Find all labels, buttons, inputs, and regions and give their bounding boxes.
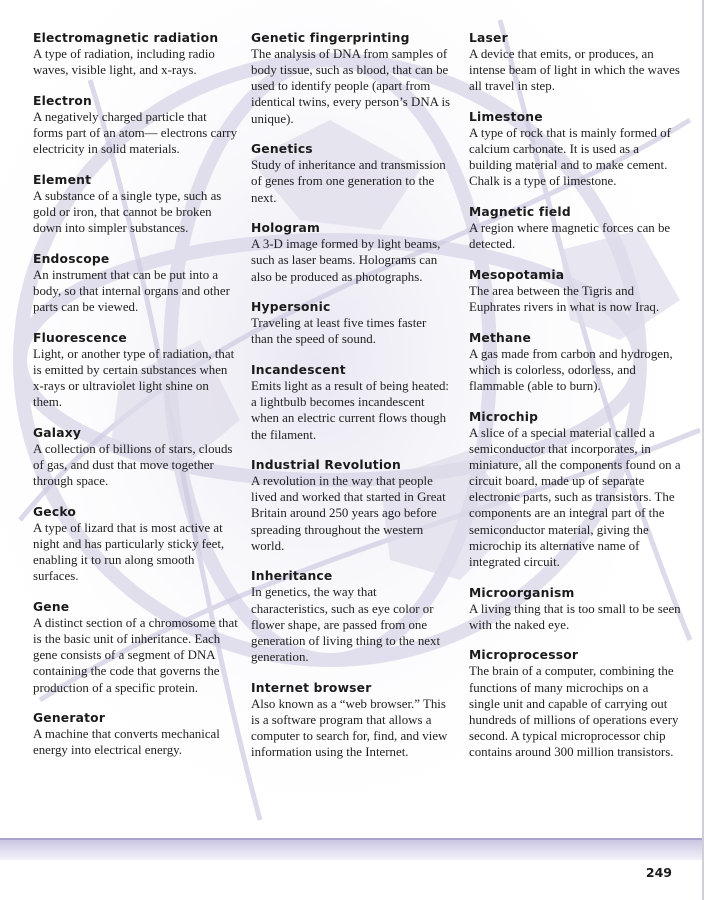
entry-definition: A device that emits, or produces, an intense beam of light in which the waves all travel in step. [469,47,680,94]
entry-definition: A negatively charged particle that forms part of an atom— electrons carry electricity in solid materials. [33,109,238,157]
glossary-entry [33,599,238,696]
glossary-entry [469,204,681,252]
entry-definition: A substance of a single type, such as gold or iron, that cannot be broken down into simpler substances. [33,188,222,236]
entry-term: Hologram [251,221,320,236]
entry-definition: A collection of billions of stars, clouds of gas, and dust that move together through space. [33,441,233,489]
entry-term: Methane [469,330,532,345]
entry-definition: A type of radiation, including radio waves, visible light, and x-rays. [33,47,215,78]
entry-term: Microprocessor [469,648,579,663]
entry-definition: In genetics, the way that characteristics, such as eye color or flower shape, are passed from one generation of living thing to the next generation. [251,585,441,665]
glossary-column-2 [251,30,451,775]
glossary-entry [33,710,238,758]
glossary-entry [251,299,451,347]
entry-definition: Emits light as a result of being heated: a lightbulb becomes incandescent when an electric current flows though the filament. [251,379,449,442]
glossary-entry [33,172,238,236]
entry-definition: Traveling at least five times faster than the speed of sound. [251,316,427,347]
glossary-entry [251,30,451,127]
entry-term: Element [33,172,92,187]
entry-definition: A machine that converts mechanical energy into electrical energy. [33,727,220,758]
entry-definition: An instrument that can be put into a body, so that internal organs and other parts can be viewed. [33,267,230,315]
entry-definition: A region where magnetic forces can be detected. [469,221,671,252]
entry-term: Fluorescence [33,330,127,345]
glossary-entry [469,647,681,760]
entry-term: Electron [33,93,92,108]
entry-term: Generator [33,711,106,726]
footer-band [0,838,704,860]
entry-definition: A 3-D image formed by light beams, such as laser beams. Holograms can also be produced as photographs. [251,237,441,284]
glossary-entry [33,330,238,411]
entry-definition: The brain of a computer, combining the functions of many microchips on a single unit and capable of carrying out hundreds of millions of operations every second. A typical microprocessor chip contains around 300 million transistors. [469,664,679,760]
entry-definition: Also known as a “web browser.” This is a software program that allows a computer to search for, find, and view information using the Internet. [251,696,448,760]
glossary-entry [33,504,238,585]
glossary-entry [33,93,238,157]
entry-term: Gene [33,599,70,614]
entry-term: Incandescent [251,363,346,378]
glossary-entry [33,30,238,78]
glossary-entry [469,585,681,633]
entry-term: Microchip [469,409,539,424]
entry-term: Gecko [33,504,77,519]
glossary-entry [469,109,681,190]
entry-term: Magnetic field [469,205,571,220]
entry-term: Mesopotamia [469,267,565,282]
entry-term: Inheritance [251,569,333,584]
entry-definition: Study of inheritance and transmission of genes from one generation to the next. [251,158,446,205]
page-number: 249 [645,865,672,880]
footer-divider [0,838,704,840]
entry-term: Hypersonic [251,300,331,315]
entry-definition: The area between the Tigris and Euphrates rivers in what is now Iraq. [469,283,660,315]
glossary-entry [469,330,681,394]
glossary-entry [33,425,238,489]
glossary-entry [469,409,681,570]
entry-definition: A slice of a special material called a semiconductor that incorporates, in miniature, all the components found on a circuit board, made up of separate electronic parts, such as transistors. The components are an integral part of the semiconductor material, giving the microchip its alternative name of integrated circuit. [469,425,681,569]
glossary-entry [469,30,681,94]
glossary-entry [33,251,238,315]
entry-term: Microorganism [469,585,575,600]
glossary-column-1 [33,30,238,773]
entry-term: Endoscope [33,251,110,266]
entry-term: Galaxy [33,425,82,440]
entry-term: Industrial Revolution [251,458,401,473]
entry-term: Laser [469,31,508,45]
entry-definition: The analysis of DNA from samples of body tissue, such as blood, that can be used to identify people (apart from identical twins, every person’s DNA is unique). [251,47,451,126]
glossary-entry [251,362,451,443]
entry-definition: A gas made from carbon and hydrogen, which is colorless, odorless, and flammable (able to burn). [469,346,673,394]
entry-term: Electromagnetic radiation [33,31,219,45]
entry-definition: A living thing that is too small to be seen with the naked eye. [469,601,681,632]
entry-definition: Light, or another type of radiation, that is emitted by certain substances when x-rays or ultraviolet light shine on them. [33,346,235,410]
glossary-column-3 [469,30,681,775]
glossary-entry [469,267,681,315]
glossary-entry [251,141,451,205]
entry-term: Genetics [251,142,313,157]
entry-term: Limestone [469,109,543,124]
entry-term: Genetic fingerprinting [251,31,410,45]
glossary-entry [251,568,451,665]
glossary-entry [251,680,451,761]
entry-term: Internet browser [251,680,372,695]
entry-definition: A type of lizard that is most active at night and has particularly sticky feet, enabling it to run along smooth surfaces. [33,520,225,584]
glossary-entry [251,457,451,554]
entry-definition: A revolution in the way that people lived and worked that started in Great Britain around 250 years ago before spreading throughout the western world. [251,474,446,553]
entry-definition: A distinct section of a chromosome that is the basic unit of inheritance. Each gene consists of a segment of DNA containing the code that governs the production of a specific protein. [33,615,238,695]
entry-definition: A type of rock that is mainly formed of calcium carbonate. It is used as a building material and to make cement. Chalk is a type of limestone. [469,125,671,189]
glossary-entry [251,220,451,284]
